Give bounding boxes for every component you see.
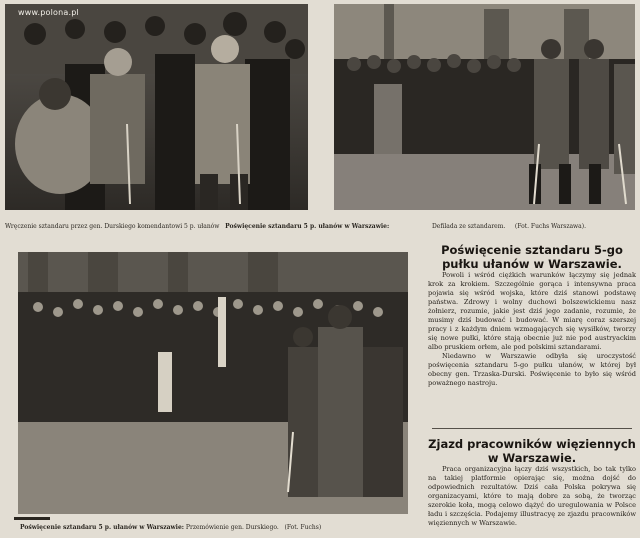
ceremony-photo [5,4,308,210]
ceremony-photo-icon [5,4,308,210]
photo-credit: (Fot. Fuchs) [284,524,322,531]
article-paragraph: Niedawno w Warszawie odbyła się uroczystość poświęcenia sztandaru 5-go pułku ułanów, w której był obecny gen. Trzaska-Durski. Poświęcenie to było się wśród poważnego nastroju. [428,352,636,387]
banner-consecration-article [428,243,636,388]
article-headline: Poświęcenie sztandaru 5-go pułku ułanów w Warszawie. [441,243,623,271]
caption-text: Wręczenie sztandaru przez gen. Durskiego komendantowi 5 p. ułanów [5,223,220,230]
parade-photo-caption [432,223,586,230]
article-paragraph: Powoli i wśród ciężkich warunków łączymy się jednak krok za krokiem. Szczególnie gorąca i intensywna praca pojawia się wśród wojska, które dziś stanowi podstawę państwa. Zdrowy i wolny duchowi bolszewickiemu nasz żołnierz, rozumie, jakie jest dziś jego zadanie, rozumie, że musimy dziś budować i budować. W miarę coraz szerszej pracy i z każdym dniem wzmagających się wysiłków, tworzy się nowe pułki, które stają obecnie już nie pod austryackim albo pruskiem orłem, ale pod polskimi sztandarami. [428,271,636,351]
caption-title: Poświęcenie sztandaru 5 p. ułanów w Warszawie: [225,223,390,230]
caption-text: Przemówienie gen. Durskiego. [185,524,279,531]
parade-photo-icon [334,4,635,210]
article-headline: Zjazd pracowników więziennych w Warszawie. [428,437,636,465]
crowd-photo-caption [20,524,321,531]
article-paragraph: Praca organizacyjna łączy dziś wszystkich, bo tak tylko na takiej platformie opierając się, można dojść do odpowiednich rezultatów. Dziś cała Polska pokrywa się organizacyami, które to mają dobre za sobą, że tworząc szerokie koła, mogą celowo dążyć do uregulowania w Polsce ładu i szczęścia. Podajemy illustracyę ze zjazdu pracowników więziennych w Warszawie. [428,465,636,527]
parade-photo [334,4,635,210]
crowd-photo [18,252,408,514]
prison-workers-article [428,437,636,528]
watermark: www.polona.pl [18,8,79,17]
caption-title: Poświęcenie sztandaru 5 p. ułanów w Warszawie: [20,524,184,531]
page-edge-mark [14,517,50,520]
column-divider [432,428,632,429]
caption-text: Defilada ze sztandarem. [432,223,506,230]
ceremony-photo-caption [5,223,389,230]
crowd-photo-icon [18,252,408,514]
photo-credit: (Fot. Fuchs Warszawa). [514,223,587,230]
